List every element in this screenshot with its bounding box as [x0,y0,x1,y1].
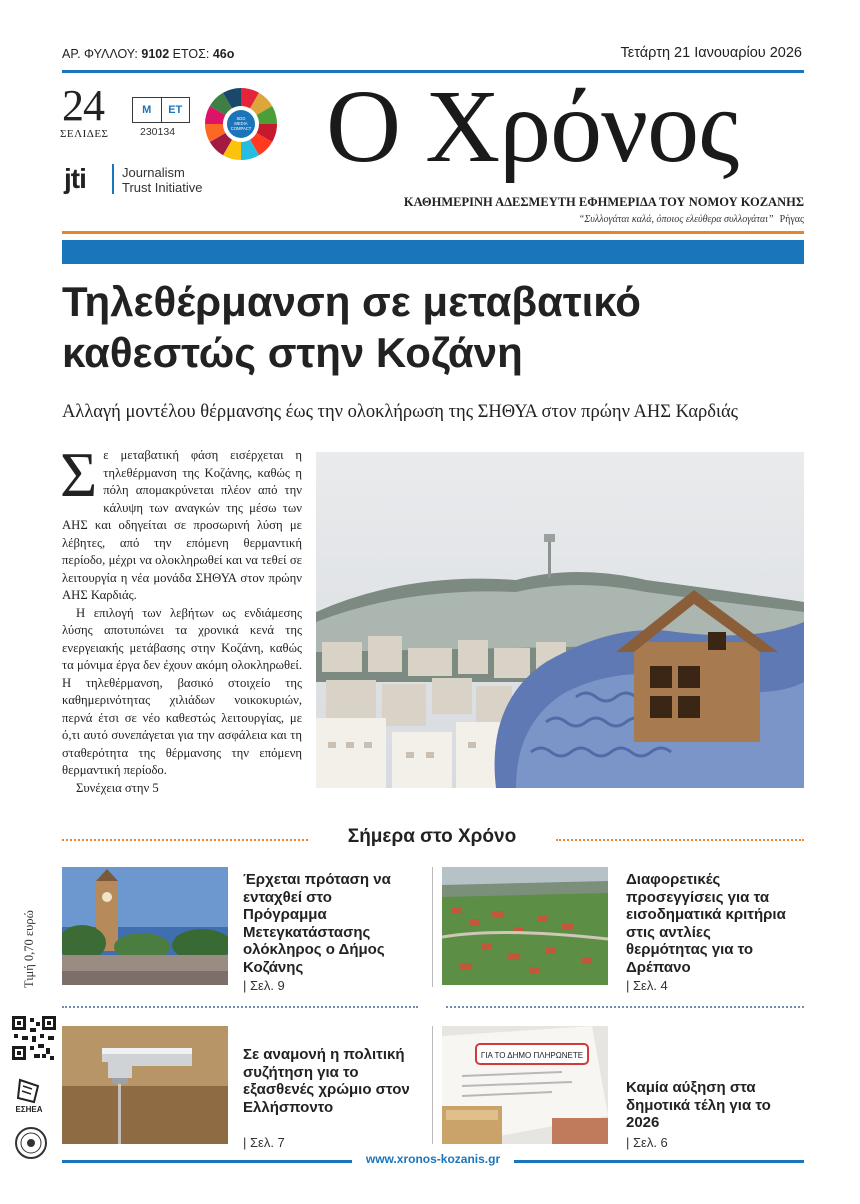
newspaper-subtitle: ΚΑΘΗΜΕΡΙΝΗ ΑΔΕΣΜΕΥΤΗ ΕΦΗΜΕΡΙΔΑ ΤΟΥ ΝΟΜΟΥ ΚΟΖΑΝΗΣ [403,195,804,209]
motto-author: Ρήγας [779,214,804,225]
story-divider-2 [432,1026,433,1144]
jti-line-1: Journalism [122,165,185,180]
qr-code-icon[interactable] [12,1016,56,1060]
today-heading: Σήμερα στο Χρόνο [347,826,517,847]
sdg-media-compact-logo [203,86,279,162]
story-title-1[interactable]: Έρχεται πρόταση να ενταχθεί στο Πρόγραμμα Μετεγκατάστασης ολόκληρος ο Δήμος Κοζάνης [243,871,391,976]
lead-deck: Αλλαγή μοντέλου θέρμανσης έως την ολοκλήρωση της ΣΗΘΥΑ στον πρώην ΑΗΣ Καρδιάς [62,402,738,422]
svg-text:MEDIA: MEDIA [234,121,248,126]
story-page-3[interactable]: | Σελ. 7 [243,1135,285,1150]
story-title-2[interactable]: Διαφορετικές προσεγγίσεις για τα εισοδηματικά κριτήρια στις αντλίες θερμότητας για το Δρέπανο [626,871,786,976]
story-photo-faucet [62,1026,228,1144]
story-photo-bill [442,1026,608,1144]
met-right: ΕΤ [161,98,190,122]
price-label [20,870,40,990]
story-page-2[interactable]: | Σελ. 4 [626,978,668,993]
lead-photo [316,452,804,788]
esea-logo [14,1078,44,1116]
pages-count: 24 [62,81,104,130]
blue-band [62,240,804,264]
footer-rule-left [62,1160,352,1163]
year-label: ΕΤΟΣ: [172,47,210,61]
price-text: Τιμή 0,70 ευρώ [22,910,36,988]
motto [318,214,804,225]
jti-label [122,165,202,195]
section-dots-left [62,839,308,841]
jti-divider [112,164,114,194]
bill-label: ΓΙΑ ΤΟ ΔΗΜΟ ΠΛΗΡΩΝΕΤΕ [480,1051,584,1060]
issue-number: 9102 [141,47,170,61]
press-seal-icon [14,1126,48,1160]
story-dots-left [62,1006,418,1008]
story-title-4[interactable]: Καμία αύξηση στα δημοτικά τέλη για το 2026 [626,1079,771,1131]
motto-text: “Συλλογάται καλά, όποιος ελεύθερα συλλογάται” [578,214,774,225]
website-link[interactable]: www.xronos-kozanis.gr [365,1152,501,1166]
met-left: Μ [142,104,152,116]
pages-label: ΣΕΛΙΔΕΣ [60,128,109,140]
story-page-1[interactable]: | Σελ. 9 [243,978,285,993]
issue-info [62,47,234,61]
story-divider-1 [432,867,433,987]
lead-paragraph-1: ε μεταβατική φάση εισέρχεται η τηλεθέρμανση της Κοζάνης, καθώς η πόλη απομακρύνεται πλέον από την κάλυψη των αναγκών της μέσω των ΑΗΣ και οδηγείται σε προσωρινή λύση με λέβητες, από την επόμενη θερμαντική περίοδο, μέχρι να ολοκληρωθεί και να τεθεί σε λειτουργία η νέα μονάδα ΣΗΘΥΑ στον πρώην ΑΗΣ Καρδιάς. [62,448,302,602]
drop-cap: Σ [60,439,98,510]
masthead-rule [62,231,804,234]
section-dots-right [556,839,804,841]
issue-date: Τετάρτη 21 Ιανουαρίου 2026 [620,45,802,61]
jti-logo: jti [64,163,86,194]
issue-label: ΑΡ. ΦΥΛΛΟΥ: [62,47,138,61]
jti-line-2: Trust Initiative [122,180,203,195]
svg-text:COMPACT: COMPACT [230,126,252,131]
story-photo-drepano [442,867,608,985]
story-photo-clock-tower [62,867,228,985]
esea-label: ΕΣΗΕΑ [15,1105,43,1114]
met-logo [132,97,190,123]
met-code: 230134 [140,126,176,138]
story-dots-right [446,1006,804,1008]
lead-article [60,439,302,797]
newspaper-title: Ο Χρόνος [326,69,739,184]
story-title-3[interactable]: Σε αναμονή η πολιτική συζήτηση για το εξασθενές χρώμιο στον Ελλήσποντο [243,1046,410,1116]
svg-text:SDG: SDG [236,116,246,121]
story-page-4[interactable]: | Σελ. 6 [626,1135,668,1150]
year-number: 46ο [212,47,235,61]
continue-link[interactable]: Συνέχεια στην 5 [76,780,159,795]
footer-rule-right [514,1160,804,1163]
lead-headline: Τηλεθέρμανση σε μεταβατικό καθεστώς στην Κοζάνη [62,278,641,376]
lead-paragraph-2: Η επιλογή των λεβήτων ως ενδιάμεσης λύσης αποτυπώνει τα χρονικά κενά της ενεργειακής μετάβασης στην Κοζάνη, καθώς τα μόνιμα έργα δεν έχουν ακόμη ολοκληρωθεί. Η τηλεθέρμανση, βασικό στοιχείο της καθημερινότητας χιλιάδων νοικοκυριών, περνά έτσι σε νέο καθεστώς λειτουργίας, με ό,τι αυτό συνεπάγεται για την ασφάλεια και τη σταθερότητα της θέρμανσης την επόμενη θερμαντική περίοδο. [62,605,302,777]
